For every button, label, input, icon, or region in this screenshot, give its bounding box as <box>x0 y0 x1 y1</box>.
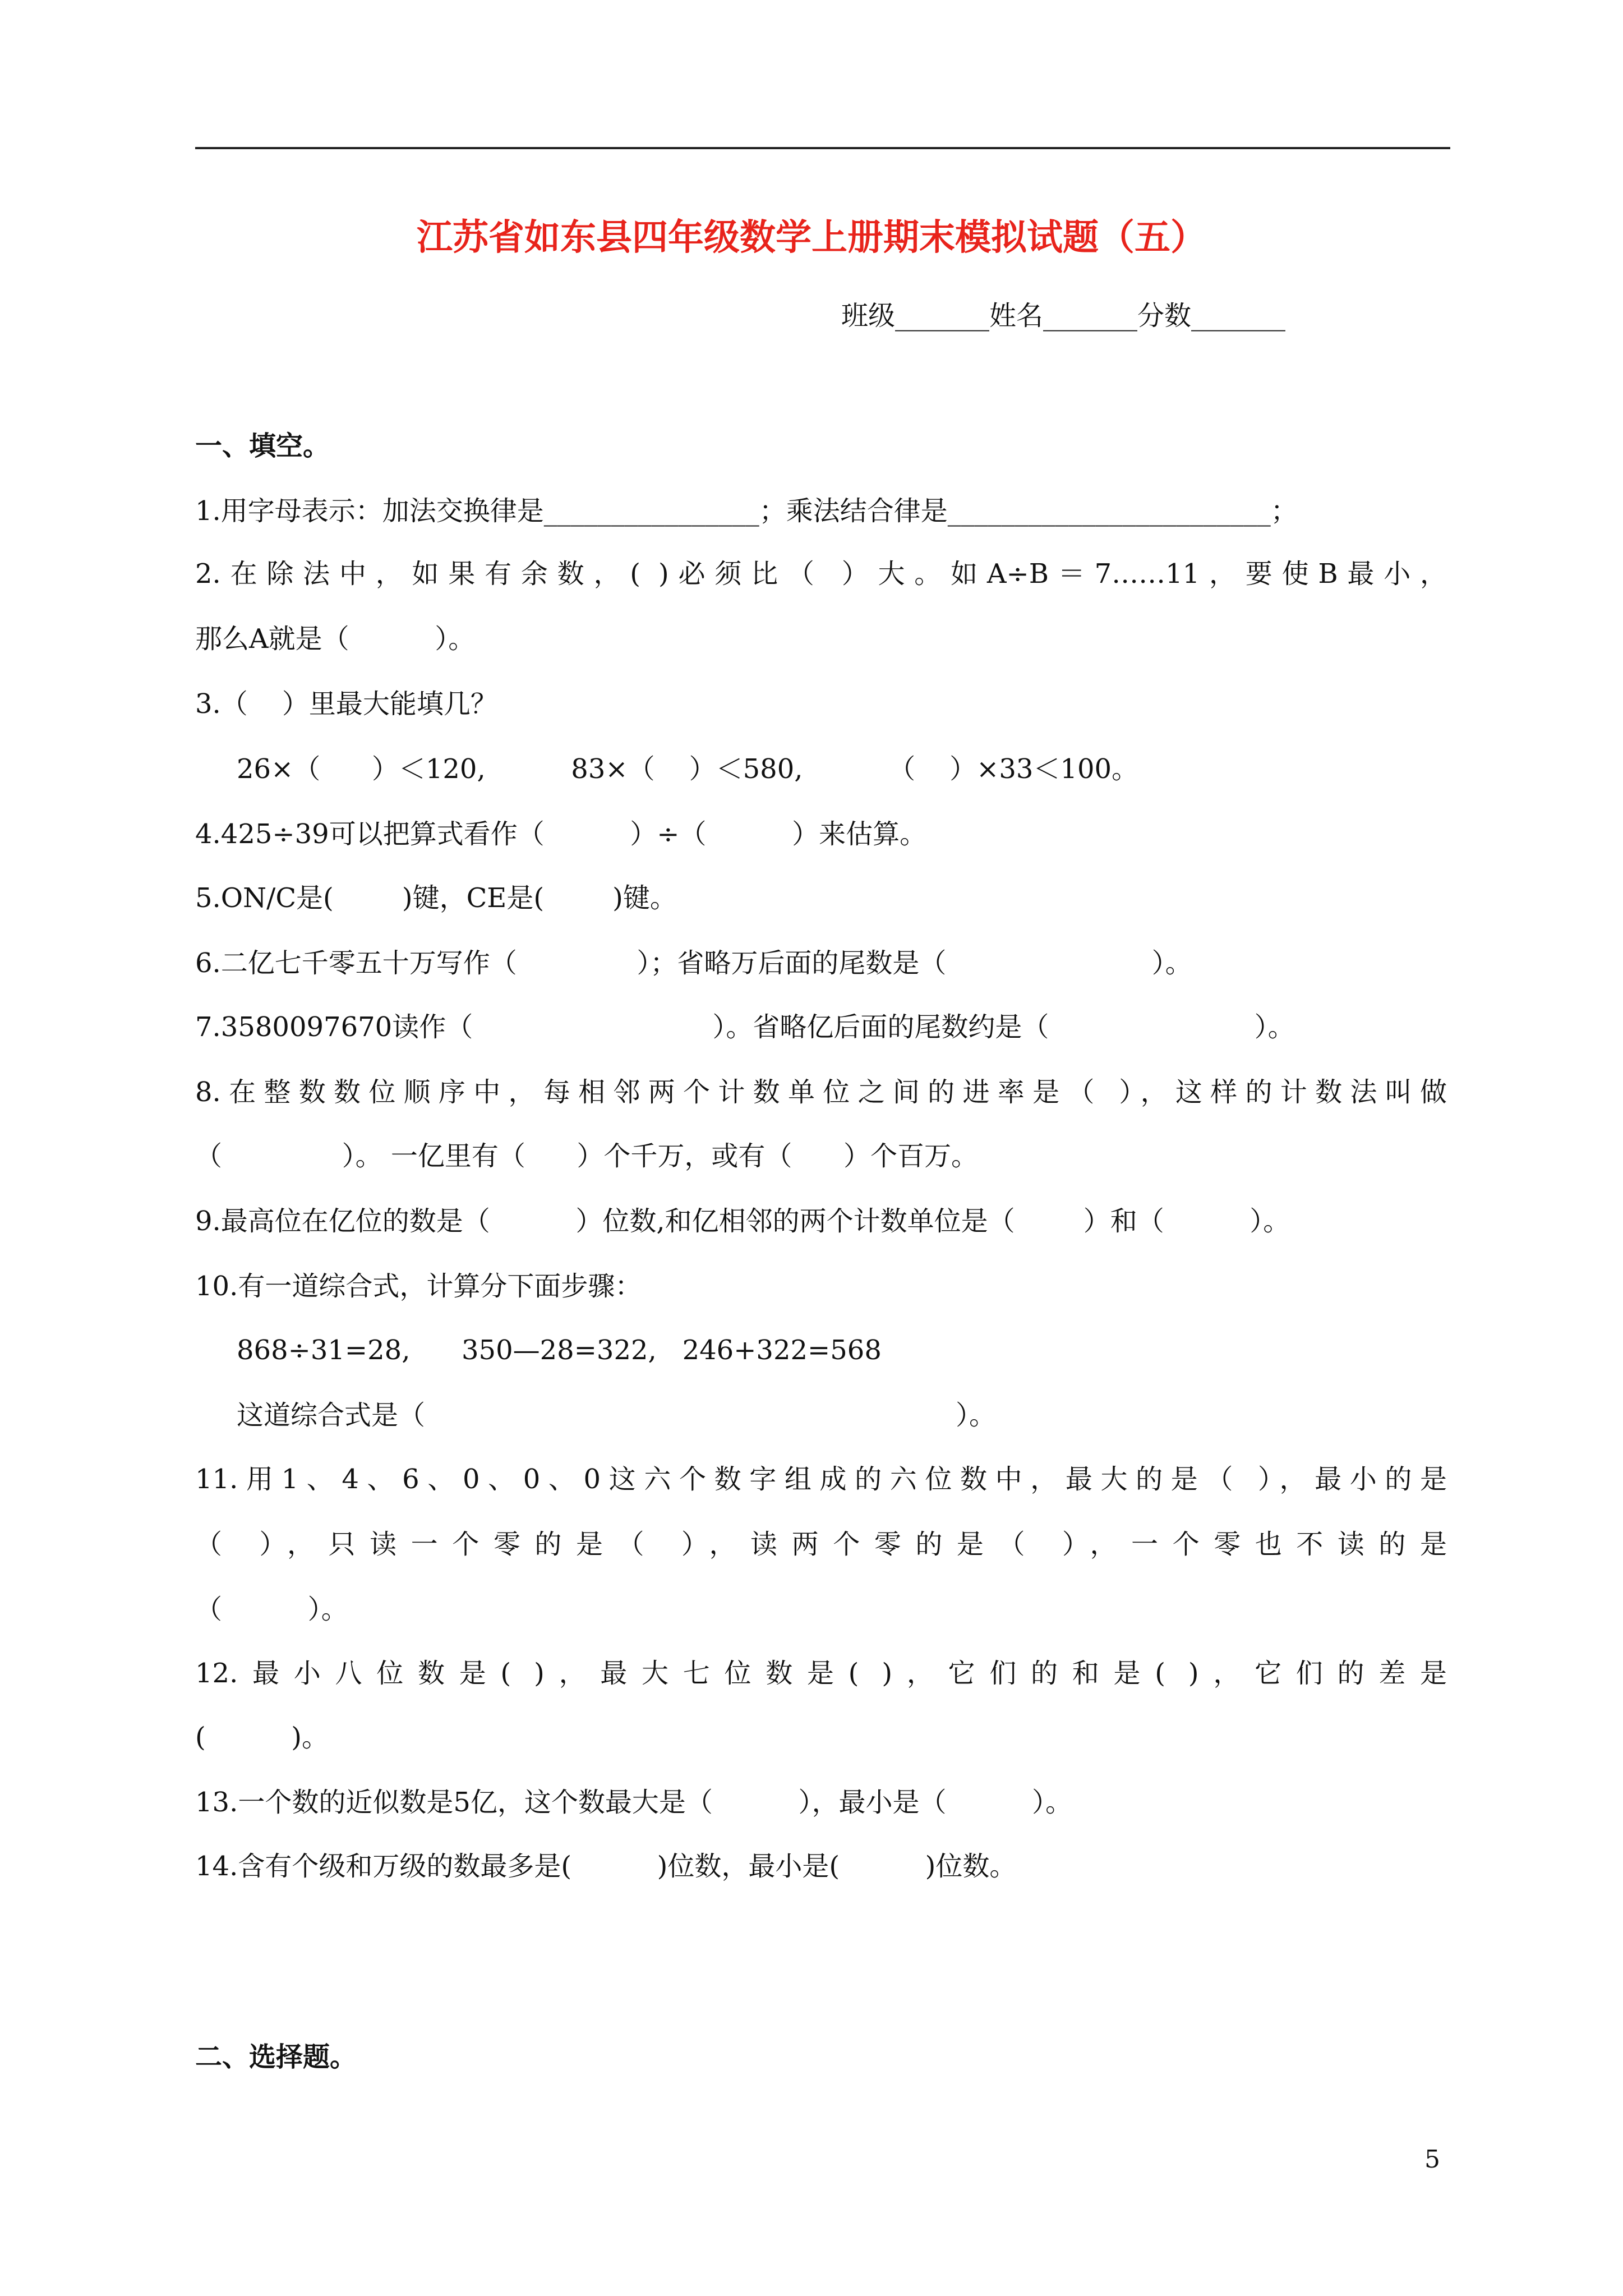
question-7: 7.3580097670读作（ ）。省略亿后面的尾数约是（ ）。 <box>195 1011 1295 1043</box>
question-10-answer: 这道综合式是（ ）。 <box>237 1400 996 1431</box>
question-12-line-2: ( )。 <box>195 1722 329 1753</box>
question-8-line-2: （ ）。 一亿里有（ ）个千万，或有（ ）个百万。 <box>195 1140 978 1172</box>
question-10: 10.有一道综合式，计算分下面步骤： <box>195 1271 642 1302</box>
section-heading-multiple-choice: 二、选择题。 <box>195 2041 357 2073</box>
question-4: 4.425÷39可以把算式看作（ ）÷（ ）来估算。 <box>195 818 927 850</box>
question-13: 13.一个数的近似数是5亿，这个数最大是（ ），最小是（ ）。 <box>195 1787 1073 1818</box>
question-12-line-1: 12.最小八位数是( )，最大七位数是( )，它们的和是( )，它们的差是 <box>195 1658 1447 1689</box>
question-14: 14.含有个级和万级的数最多是( )位数，最小是( )位数。 <box>195 1851 1017 1882</box>
question-2-line-2: 那么A就是（ ）。 <box>195 623 476 655</box>
question-2-line-1: 2.在除法中，如果有余数，( )必须比（ ）大。如A÷B＝7……11，要使B最小， <box>195 558 1447 590</box>
question-8-line-1: 8.在整数数位顺序中，每相邻两个计数单位之间的进率是（ ），这样的计数法叫做 <box>195 1076 1447 1108</box>
question-3: 3.（ ）里最大能填几？ <box>195 688 497 720</box>
question-3-items: 26×（ ）＜120, 83×（ ）＜580, （ ）×33＜100。 <box>237 753 1139 785</box>
section-heading-fill-blank: 一、填空。 <box>195 430 330 462</box>
page-title: 江苏省如东县四年级数学上册期末模拟试题（五） <box>417 217 1206 259</box>
page-number: 5 <box>1424 2145 1440 2174</box>
student-info-fields: 班级_______姓名_______分数_______ <box>841 300 1286 332</box>
question-10-steps: 868÷31=28, 350—28=322, 246+322=568 <box>237 1335 882 1366</box>
question-11-line-3: （ ）。 <box>195 1594 348 1625</box>
question-1: 1.用字母表示：加法交换律是________________；乘法结合律是________________________； <box>195 495 1298 527</box>
question-11-line-2: （ ），只读一个零的是（ ），读两个零的是（ ），一个零也不读的是 <box>195 1529 1447 1560</box>
question-9: 9.最高位在亿位的数是（ ）位数,和亿相邻的两个计数单位是（ ）和（ ）。 <box>195 1205 1290 1237</box>
question-6: 6.二亿七千零五十万写作（ ）；省略万后面的尾数是（ ）。 <box>195 947 1192 979</box>
question-5: 5.ON/C是( )键，CE是( )键。 <box>195 882 677 914</box>
question-11-line-1: 11.用1、4、6、0、0、0这六个数字组成的六位数中，最大的是（ ），最小的是 <box>195 1464 1447 1495</box>
header-rule <box>195 147 1450 149</box>
